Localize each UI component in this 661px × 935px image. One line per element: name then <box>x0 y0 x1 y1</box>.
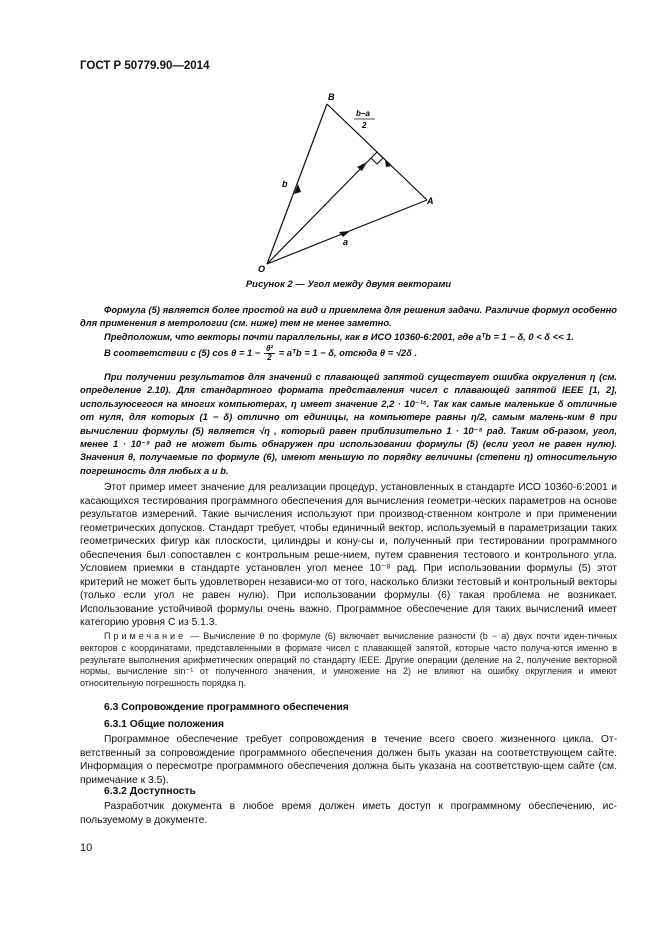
paragraph-parallel <box>80 330 617 343</box>
section-6-3-2 <box>80 786 617 797</box>
note-label: Примечание <box>104 631 187 641</box>
section-6-3 <box>80 702 617 713</box>
note-text: — Вычисление θ по формуле (6) включает вычисление разности (b − a) двух почти иден-тичных векторов с координатами, представленными в формате чисел с плавающей запятой, которые часто получа-ются именно в результате выполнения арифметических операций по стандарту IEEE. Другие операции (деление на 2, получение векторной нормы, вычисление sin⁻¹ от полученного значения, и умножение на 2) не влияют на ошибку округления и имеют относительную погрешность порядка η. <box>80 631 617 689</box>
paragraph-1: Формула (5) является более простой на вид и приемлема для решения задачи. Различие формул особенно для применения в метрологии (см. ниже) тем не менее заметно. <box>80 304 617 329</box>
formula-prefix: В соответствии с (5) cos θ = 1 − <box>104 347 261 358</box>
heading-6-3: 6.3 Сопровождение программного обеспечения <box>104 702 349 713</box>
frac-numerator: b−a <box>356 109 371 118</box>
paragraph-formula-comparison <box>80 303 617 330</box>
paragraph-maintenance <box>80 733 617 787</box>
frac-denominator: 2 <box>362 121 367 130</box>
label-A: A <box>427 196 434 206</box>
vector-b-line <box>267 104 327 264</box>
figure-caption: Рисунок 2 — Угол между двумя векторами <box>245 279 452 290</box>
heading-6-3-1: 6.3.1 Общие положения <box>104 719 224 730</box>
page-number: 10 <box>80 842 93 854</box>
arrow-on-ab <box>385 160 392 167</box>
paragraph-5: Программное обеспечение требует сопровождения в течение всего своего жизненного цикла. От-ветственный за сопровождение программного обеспечения должен быть указан на соответствующем сайте. Информация о пересмотре программного обеспечения должна быть указана на соответствую-щем сайте (см. примечание к 3.5). <box>80 734 617 786</box>
paragraph-availability <box>80 800 617 827</box>
note-paragraph <box>80 631 617 690</box>
label-O: O <box>258 264 266 274</box>
label-B: B <box>328 92 335 102</box>
label-b: b <box>282 179 288 189</box>
paragraph-4: Этот пример имеет значение для реализации процедур, установленных в стандарте ИСО 10360-6:2001 и касающихся тестирования программного обеспечения для вычисления геометри-ческих параметров на основе результатов измерений. Такие вычисления используют при производ-ственном контроле и при применении геометрических допусков. Стандарт требует, чтобы единичный вектор, используемый в параметризации таких геометрических фигур как плоскости, цилиндры и кону-сы и, полученный при тестировании программного обеспечения был сопоставлен с контрольным реше-нием, путем сравнения тестового и контрольного угла. Условием приемки в стандарте установлен угол менее 10⁻⁸ рад. При использовании формулы (5) этот критерий не может быть удовлетворен независи-мо от того, насколько близки тестовый и контрольный векторы (только если угол не равен нулю). При использовании формулы (6) такая проблема не возникает. Использование устойчивой формулы очень важно. Программное обеспечение для таких вычислений имеет категорию уровня С из 5.1.3. <box>80 482 617 628</box>
formula-num: θ² <box>265 344 274 354</box>
heading-6-3-2: 6.3.2 Доступность <box>104 786 196 797</box>
section-6-3-1 <box>80 719 617 730</box>
arrow-on-bisector <box>357 162 367 171</box>
formula-suffix: = aᵀb = 1 − δ, отсюда θ = √2δ . <box>278 347 418 358</box>
document-header: ГОСТ Р 50779.90—2014 <box>80 60 210 72</box>
formula-den: 2 <box>267 353 272 363</box>
right-angle-marker <box>371 152 383 164</box>
paragraph-2: Предположим, что векторы почти параллельны, как в ИСО 10360-6:2001, где aᵀb = 1 − δ, 0 < δ << 1. <box>104 331 574 342</box>
formula-line <box>80 345 617 362</box>
label-a: a <box>343 237 349 247</box>
formula-fraction <box>264 345 275 362</box>
paragraph-rounding <box>80 370 617 477</box>
note-block <box>80 631 617 690</box>
formula-block <box>80 345 617 362</box>
paragraph-3: При получении результатов для значений с плавающей запятой существует ошибка округления η (см. определение 2.10). Для стандартного формата представления чисел с плавающей запятой IEEE [1, 2], используюсегося на многих компьютерах, η имеет значение 2,2 · 10⁻¹⁶. Так как самые маленькие δ отличные от нуля, для которых (1 − δ) отлично от единицы, на компьютере равны η/2, самым малень-ким θ при вычислении формулы (5) является √η , который равен приблизительно 1 · 10⁻⁸ рад. Таким об-разом, угол, менее 1 · 10⁻⁸ рад не может быть обнаружен при использовании формулы (5) (если угол не равен нулю). Значения θ, получаемые по формуле (6), имеют меньшую по порядку величины (степени η) относительную погрешность для любых a и b. <box>80 371 617 476</box>
vector-angle-figure <box>240 88 450 278</box>
paragraph-6: Разработчик документа в любое время должен иметь доступ к программному обеспечению, ис-пользуемому в документе. <box>80 801 617 826</box>
paragraph-example <box>80 481 617 630</box>
